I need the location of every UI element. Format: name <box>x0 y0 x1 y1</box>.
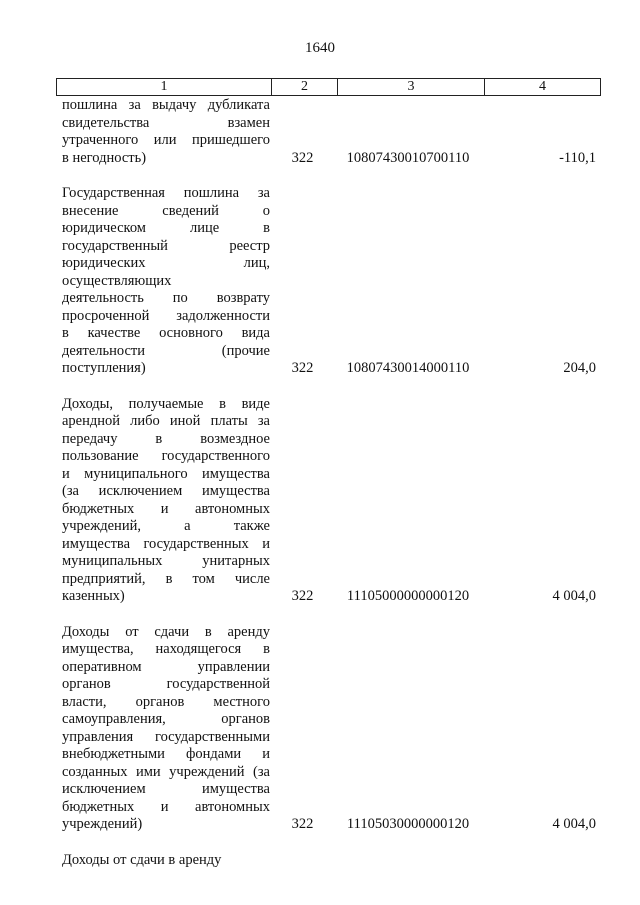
description-line: пошлина за выдачу дубликата <box>62 97 270 113</box>
description-line: государственный реестр <box>62 237 270 254</box>
description-line: просроченной задолженности <box>62 307 270 324</box>
description-line: (за исключением имущества <box>62 483 270 499</box>
description-line: юридическом лице в <box>62 220 270 236</box>
description-line: учреждений, а также <box>62 518 270 534</box>
description-line: внебюджетными фондами и <box>62 746 270 762</box>
table-header <box>56 78 601 96</box>
row-description <box>56 97 270 167</box>
row-admin-code: 322 <box>291 588 314 604</box>
table-row <box>56 852 596 870</box>
row-budget-code: 10807430014000110 <box>346 360 470 376</box>
table-row <box>56 624 596 834</box>
column-header-3: 3 <box>338 79 485 96</box>
table-row <box>56 396 596 606</box>
description-line: в негодность) <box>62 149 147 166</box>
row-budget-code: 11105000000000120 <box>346 588 470 604</box>
row-description <box>56 852 270 870</box>
description-line: Доходы от сдачи в аренду <box>62 851 222 868</box>
description-line: казенных) <box>62 588 125 604</box>
description-line: поступления) <box>62 360 146 376</box>
description-line: юридических лиц, <box>62 255 270 271</box>
row-description <box>56 396 270 606</box>
description-line: деятельность по возврату <box>62 290 270 306</box>
table-header-row <box>57 79 601 96</box>
page-number: 1640 <box>305 40 335 56</box>
description-line: учреждений) <box>62 816 143 832</box>
row-description <box>56 624 270 834</box>
description-line: оперативном управлении <box>62 658 270 675</box>
column-header-4: 4 <box>485 79 601 96</box>
description-line: утраченного или пришедшего <box>62 132 270 148</box>
description-line: Государственная пошлина за <box>62 185 270 201</box>
column-header-2: 2 <box>272 79 338 96</box>
description-line: и муниципального имущества <box>62 465 270 482</box>
row-budget-code: 11105030000000120 <box>346 816 470 832</box>
description-line: бюджетных и автономных <box>62 798 270 815</box>
description-line: созданных ими учреждений (за <box>62 763 270 780</box>
row-admin-code: 322 <box>291 816 314 832</box>
row-budget-code: 10807430010700110 <box>346 149 470 166</box>
description-line: исключением имущества <box>62 781 270 797</box>
table-row <box>56 97 596 167</box>
description-line: свидетельства взамен <box>62 114 270 131</box>
description-line: Доходы, получаемые в виде <box>62 395 270 412</box>
table-row <box>56 185 596 378</box>
description-line: самоуправления, органов <box>62 711 270 727</box>
description-line: внесение сведений о <box>62 202 270 219</box>
description-line: имущества, находящегося в <box>62 641 270 657</box>
column-header-1: 1 <box>57 79 272 96</box>
description-line: арендной либо иной платы за <box>62 413 270 429</box>
description-line: деятельности (прочие <box>62 342 270 359</box>
table-body <box>56 97 596 887</box>
description-line: муниципальных унитарных <box>62 553 270 569</box>
description-line: Доходы от сдачи в аренду <box>62 623 270 640</box>
row-amount: 4 004,0 <box>552 816 596 832</box>
description-line: пользование государственного <box>62 448 270 464</box>
description-line: органов государственной <box>62 676 270 692</box>
row-amount: 204,0 <box>563 360 596 376</box>
description-line: осуществляющих <box>62 272 172 289</box>
description-line: бюджетных и автономных <box>62 500 270 517</box>
description-line: управления государственными <box>62 728 270 745</box>
row-amount: -110,1 <box>559 149 596 166</box>
description-line: передачу в возмездное <box>62 430 270 447</box>
row-amount: 4 004,0 <box>552 588 596 604</box>
description-line: имущества государственных и <box>62 535 270 552</box>
description-line: предприятий, в том числе <box>62 570 270 587</box>
description-line: власти, органов местного <box>62 693 270 710</box>
row-description <box>56 185 270 378</box>
row-admin-code: 322 <box>291 360 314 376</box>
row-admin-code: 322 <box>291 149 314 166</box>
description-line: в качестве основного вида <box>62 325 270 341</box>
